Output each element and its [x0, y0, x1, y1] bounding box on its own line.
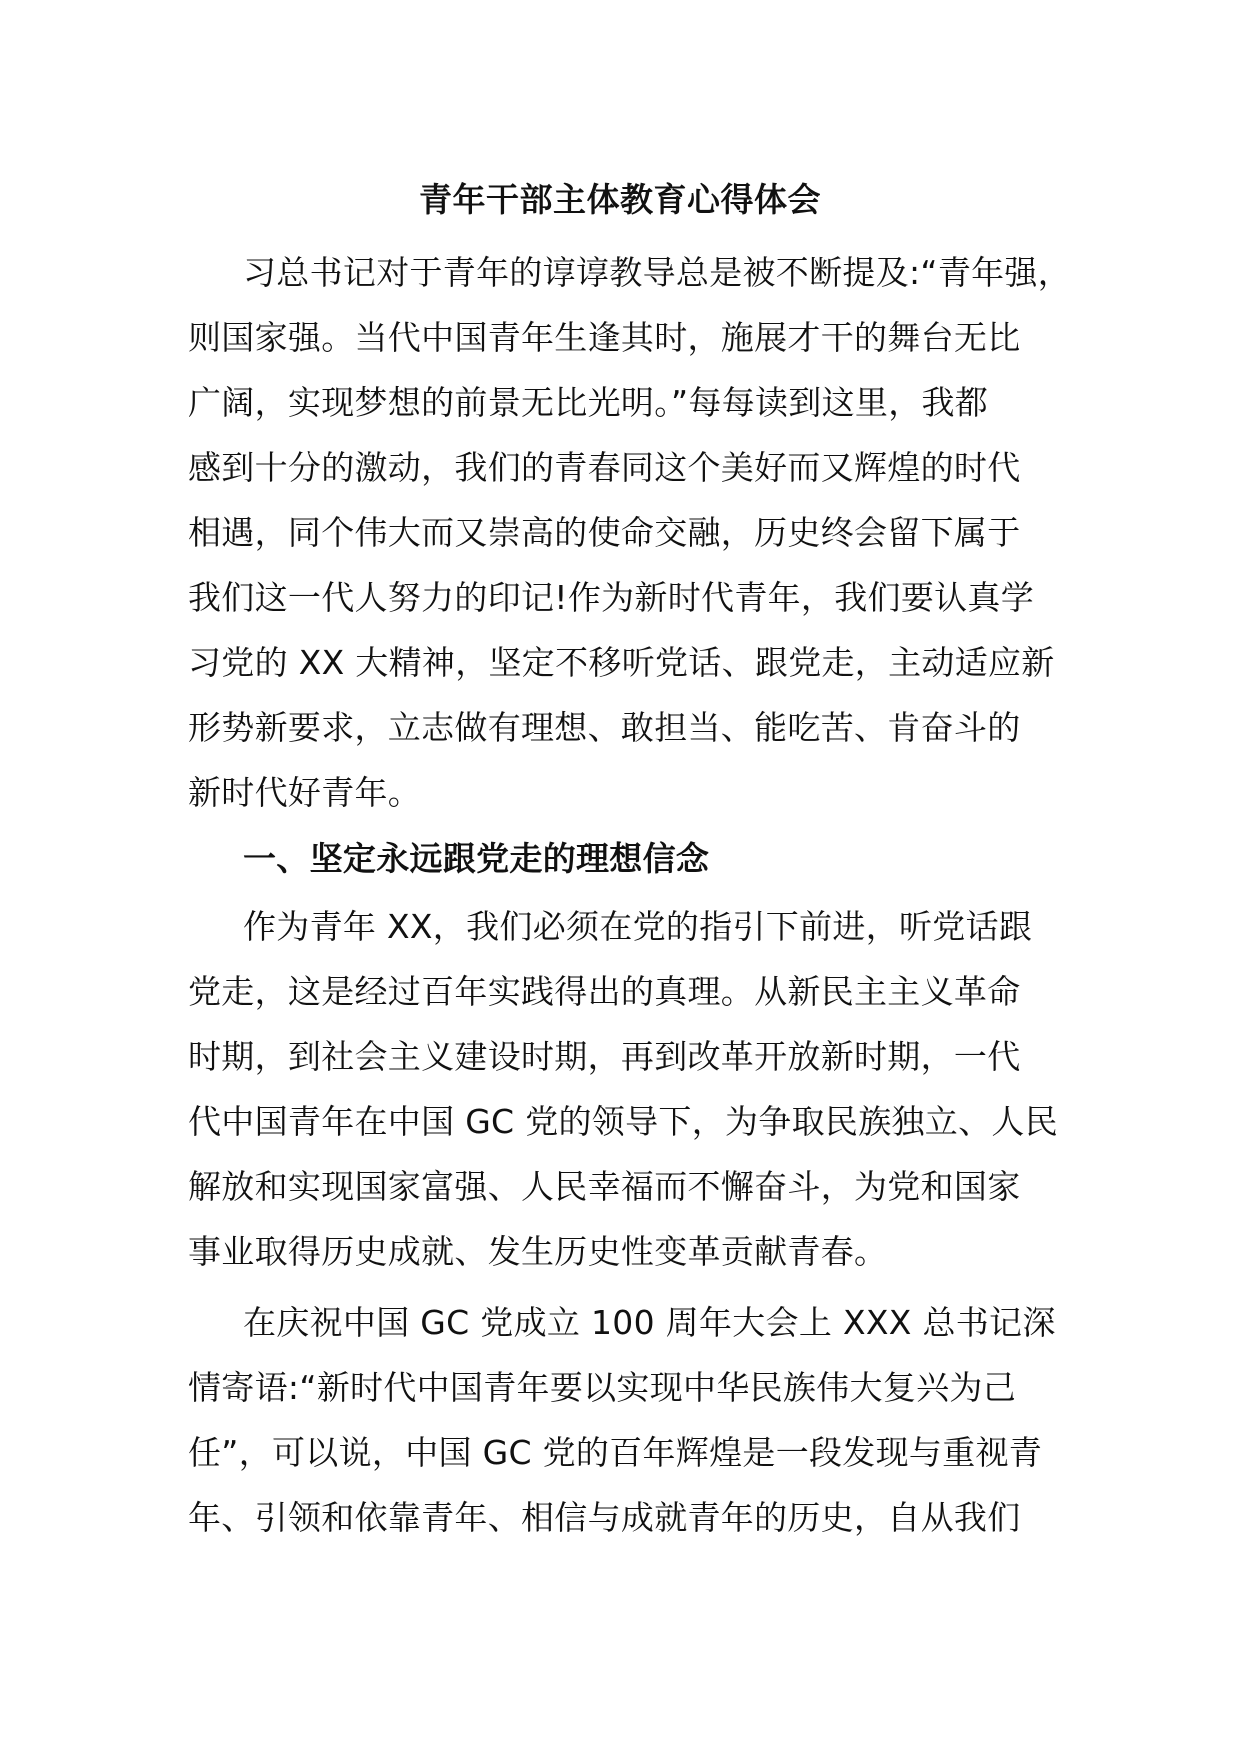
paragraph-2 [188, 894, 1068, 1284]
paragraph-line: 则国家强。当代中国青年生逢其时，施展才干的舞台无比 [188, 318, 1021, 357]
section-heading-text: 一、坚定永远跟党走的理想信念 [243, 839, 710, 878]
paragraph-line: 年、引领和依靠青年、相信与成就青年的历史，自从我们 [188, 1498, 1021, 1537]
section-heading-1 [188, 826, 1068, 891]
paragraph-line: 我们这一代人努力的印记!作为新时代青年，我们要认真学 [188, 578, 1035, 617]
paragraph-line: 新时代好青年。 [188, 773, 422, 812]
paragraph-line: 在庆祝中国 GC 党成立 100 周年大会上 XXX 总书记深 [243, 1303, 1056, 1342]
paragraph-line: 时期，到社会主义建设时期，再到改革开放新时期，一代 [188, 1037, 1021, 1076]
paragraph-line: 习总书记对于青年的谆谆教导总是被不断提及:“青年强， [243, 253, 1072, 292]
paragraph-line: 习党的 XX 大精神，坚定不移听党话、跟党走，主动适应新 [188, 643, 1055, 682]
paragraph-3 [188, 1290, 1068, 1550]
document-title: 青年干部主体教育心得体会 [419, 180, 821, 219]
paragraph-line: 代中国青年在中国 GC 党的领导下，为争取民族独立、人民 [188, 1102, 1058, 1141]
paragraph-line: 任”，可以说，中国 GC 党的百年辉煌是一段发现与重视青 [188, 1433, 1043, 1472]
paragraph-line: 情寄语:“新时代中国青年要以实现中华民族伟大复兴为己 [188, 1368, 1017, 1407]
paragraph-line: 感到十分的激动，我们的青春同这个美好而又辉煌的时代 [188, 448, 1021, 487]
paragraph-line: 形势新要求，立志做有理想、敢担当、能吃苦、肯奋斗的 [188, 708, 1021, 747]
paragraph-line: 广阔，实现梦想的前景无比光明。”每每读到这里，我都 [188, 383, 989, 422]
paragraph-1 [188, 240, 1072, 825]
paragraph-line: 相遇，同个伟大而又崇高的使命交融，历史终会留下属于 [188, 513, 1021, 552]
paragraph-line: 作为青年 XX，我们必须在党的指引下前进，听党话跟 [243, 907, 1033, 946]
paragraph-line: 事业取得历史成就、发生历史性变革贡献青春。 [188, 1232, 888, 1271]
paragraph-line: 解放和实现国家富强、人民幸福而不懈奋斗，为党和国家 [188, 1167, 1021, 1206]
paragraph-line: 党走，这是经过百年实践得出的真理。从新民主主义革命 [188, 972, 1021, 1011]
